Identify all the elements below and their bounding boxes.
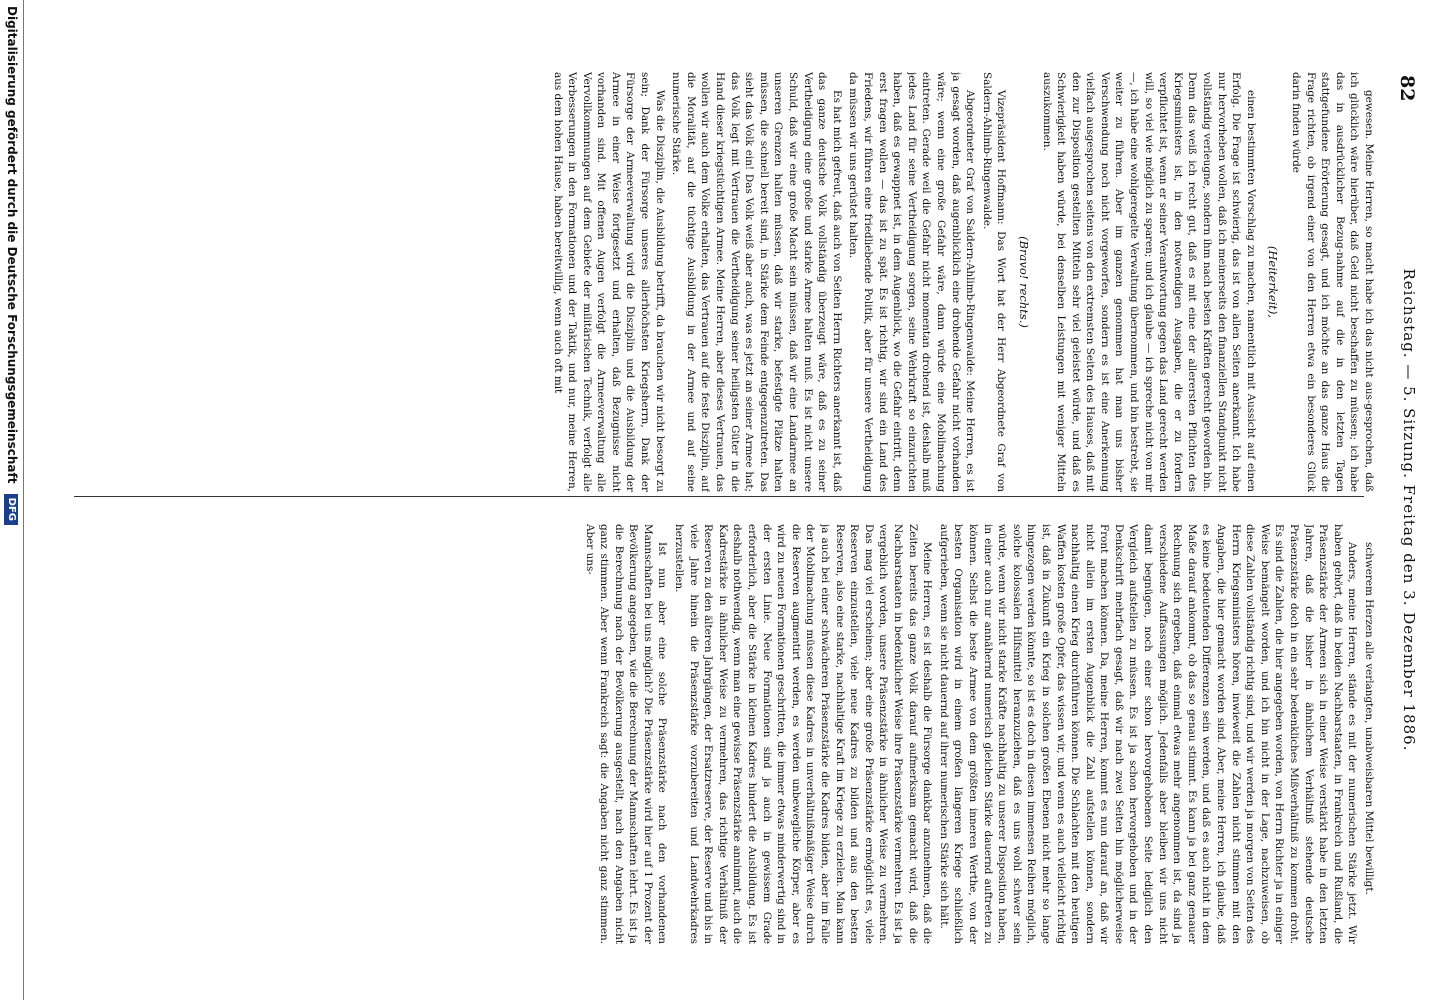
- speaker-paragraph: Abgeordneter Graf von Saldern-Ahlimb-Ringenwalde: Meine Herren, es ist ja gesagt worden, daß augenblicklich eine drohende Gefahr nicht vorhanden wäre; wenn eine große Gefahr wäre, dann würde eine Mobilmachung eintreten. Gerade weil die Gefahr nicht momentan drohend ist, deshalb muß jedes Land für seine Vertheidigung sorgen, seine Wehrkraft so einzurichten haben, daß es gewappnet ist, in dem Augenblick, wo die Gefahr eintritt, denn erst fragen wollen — das ist zu spät. Es ist richtig, wir sind ein Land des Friedens, wir führen eine friedliebende Politik, aber für unsere Vertheidigung da müssen wir uns gerüstet halten.: [847, 72, 977, 492]
- paragraph: gewesen. Meine Herren, so macht habe ich das nicht aus-gesprochen, daß ich glücklich wäre hierüber, daß Geld nicht beschaffen zu müssen; ich habe das in ausdrücklicher Bezug-nahme auf die in den letzten Tagen stattgefundene Erörterung gesagt, und ich möchte an das ganze Haus die Frage richten, ob irgend einer von den Herren etwa ein besonderes Glück darin finden würde: [1290, 72, 1375, 492]
- speaker-paragraph: Vizepräsident Hoffmann: Das Wort hat der Herr Abgeordnete Graf von Saldern-Ahlimb-Ringenwalde.: [980, 72, 1008, 492]
- paragraph: Meine Herren, es ist deshalb die Fürsorge dankbar anzunehmen, daß die Zeiten bereits das ganze Volk darauf aufmerksam gemacht wird, daß die Nachbarstaaten in bedenklicher Weise ihre Präsenzstärke vermehren. Es ist ja vergeblich worden, unsere Präsenzstärke in ähnlicher Weise zu vermehren. Das mag viel erscheinen; aber eine große Präsenzstärke ermöglicht es, viele Reserven einzustellen, viele neue Kadres zu bilden und aus den besten Reserven, also eine starke, nachhaltige Kraft im Kriege zu erzielen. Man kann ja auch bei einer schwächeren Präsenzstärke die Kadres bilden, aber im Falle der Mobilmachung müssen diese Kadres in unverhältnißmäßiger Weise durch die Reserven augmentirt werden, es werden unbewegliche Körper, aber es wird zu neuen Formationen geschritten, die immer etwas minderwertig sind in der ersten Linie. Neue Formationen sind ja auch in gewissem Grade erforderlich, aber die Stärke in kleinen Kadres hindert die Ausbildung. Es ist deshalb nothwendig, wenn man eine gewisse Präsenzstärke annimmt, auch die Kadrestärke in ähnlicher Weise zu vermehren, das richtige Verhältniß der Reserven zu den älteren Jahrgängen, der Ersatzreserve, der Reserve und bis in viele Jahre hinein die Präsenzstärke vorzubereiten und Landwehrkadres herzustellen.: [673, 524, 934, 944]
- paragraph: Es hat mich gefreut, daß auch von Seiten Herrn Richters anerkannt ist, daß das ganze deutsche Volk vollständig überzeugt wäre, daß es zu seiner Vertheidigung eine große und starke Armee halten muß. Es ist nicht unsere Schuld, daß wir eine große Macht sein müssen, daß wir eine Landarmee an unseren Grenzen halten müssen, daß wir starke, befestigte Plätze halten müssen, die schnell bereit sind, in Stärke dem Feinde entgegenzutreten. Das sieht das Volk ein! Das Volk weiß aber auch, was es jetzt an seiner Armee hat; das Volk legt mit Vertrauen die Vertheidigung seiner heiligsten Güter in die Hand dieser kriegstüchtigen Armee. Meine Herren, aber dieses Vertrauen, das wollen wir auch dem Volke erhalten, das Vertrauen auf die feste Disziplin, auf die Moralität, auf die tüchtige Ausbildung in der Armee und auf seine numerische Stärke.: [670, 72, 843, 492]
- paragraph: Ist nun aber eine solche Präsenzstärke nach den vorhandenen Mannschaften bei uns möglich? Die Präsenzstärke wird hier auf 1 Prozent der Bevölkerung angegeben, wie die Berechnung der Mannschaften lehrt. Es ist ja die Berechnung nach der Bevölkerung ausgestellt, nach den Angaben nicht ganz stimmen. Aber wenn Frankreich sagt: die Angaben nicht ganz stimmen. Aber uns-: [583, 524, 669, 944]
- footer-text: Digitalisierung gefördert durch die Deutsche Forschungsgemeinschaft: [5, 6, 19, 484]
- left-column: [66, 72, 1376, 492]
- paragraph: Was die Disziplin, die Ausbildung betrifft, da brauchen wir nicht besorgt zu sein; Dank der Fürsorge unseres allerhöchsten Kriegsherrn, Dank der Fürsorge der Armeeverwaltung wird die Disziplin und die Ausbildung der Armee in einer Weise fortgesetzt und erhalten, daß Bezugnisse nicht vorhanden sind. Mit offenen Augen verfolgt die Armeeverwaltung alle Vervollkommnungen auf dem Gebiete der militärischen Technik, verfolgt alle Verbesserungen in den Formationen und der Taktik, und nur, meine Herren, aus dem hohen Hause, haben bereitwillig, wenn auch oft mit: [551, 72, 666, 492]
- paragraph: schwerem Herzen alle verlangten, unabweisbaren Mittel bewilligt.: [1363, 542, 1375, 895]
- right-column: [66, 524, 1376, 944]
- stage-direction: (Bravo! rechts.): [1016, 236, 1031, 328]
- column-divider: [74, 496, 1364, 497]
- paragraph: einen bestimmten Vorschlag zu machen, namentlich mit Aussicht auf einen Erfolg. Die Frage ist schwierig, das ist von allen Seiten anerkannt. Ich habe nur hervorheben wollen, daß ich meinerseits den finanziellen Standpunkt nicht vollständig verleugne, sondern ihm nach besten Kräften gerecht geworden bin. Denn das weiß ich recht gut, daß es mit eine der allerersten Pflichten des Kriegsministers ist, in den notwendigen Ausgaben, die er zu fordern verpflichtet ist, wenn er seiner Verantwortung gegen das Land gerecht werden will, so viel wie möglich zu sparen; und ich glaube — ich spreche nicht von mir —, ich habe eine wohlgeregelte Verwaltung übernommen, und bin bestrebt, sie weiter zu führen. Aber im ganzen genommen hat man uns bisher Verschwendung noch nicht vorgeworfen, sondern es ist eine Anerkennung vielfach ausgesprochen seitens von den extremsten Seiten des Hauses, daß mit den zur Disposition gestellten Mitteln sehr viel geleistet würde, und daß es Schwierigkeit haben würde, bei denselben Leistungen mit weniger Mitteln auszukommen.: [1040, 72, 1257, 492]
- page-number: 82: [1396, 75, 1418, 102]
- paragraph: Anders, meine Herren, stände es mit der numerischen Stärke jetzt. Wir haben gehört, daß in beiden Nachbarstaaten, in Frankreich und Rußland, die Präsenzstärke der Armeen sich in einer Weise verstärkt habe in den letzten Jahren, daß die bisher in ähnlichem Verhältniß stehende deutsche Präsenzstärke doch in ein sehr bedenkliches Mißverhältniß zu kommen droht. Es sind die Zahlen, die hier angegeben worden, von Herrn Richter ja in einiger Weise bemängelt worden, und ich bin nicht in der Lage, nachzuweisen, ob diese Zahlen vollständig richtig sind, und wir werden ja morgen von Seiten des Herrn Kriegsministers hören, inwieweit die Zahlen nicht stimmen mit den Angaben, die hier gemacht worden sind. Aber, meine Herren, ich glaube, daß es keine bedeutenden Differenzen sein werden, und daß es auch nicht in dem Maße darauf ankommt, ob das so genau stimmt. Es kann ja bei ganz genauer Rechnung sich ergeben, daß einmal etwas mehr angenommen ist, da sind ja verschiedene Auffassungen möglich. Jedenfalls aber bleiben wir uns nicht damit begnügen, noch einer schon hervorgehobenen Seite lediglich den Vergleich aufstellen zu müssen. Es ist ja schon hervorgehoben und in der Denkschrift mehrfach gesagt, daß wir nach zwei Seiten hin möglicherweise Front machen können. Da, meine Herren, kommt es nun darauf an, daß wir nicht allein im ersten Augenblick die Zahl aufstellen können, sondern nachhaltig einen Krieg durchführen können. Die Schlachten mit den heutigen Waffen kosten große Opfer, das wissen wir, und wenn es auch vielleicht richtig ist, daß in Zukunft ein Krieg in solchen großen Ebenen nicht mehr so lange hingezogen werden könnte, so ist es doch in diesen immensen Reihen möglich, solche kolossalen Hilfsmittel heranzuziehen, daß es uns wohl schwer sein würde, wenn wir nicht starke Kräfte nachhaltig zu unserer Disposition haben, in einer auch nur annähernd numerisch gleichen Stärke dauernd auftreten zu können. Selbst die beste Armee von dem größten inneren Werthe, von der besten Organisation wird in einem großen längeren Kriege schließlich aufgerieben, wenn sie nicht dauernd auf ihrer numerischen Stärke sich hält.: [937, 524, 1359, 944]
- page-header: [1380, 75, 1432, 945]
- dfg-logo: DFG: [5, 494, 19, 525]
- running-title: Reichstag. — 5. Sitzung. Freitag den 3. Dezember 1886.: [1400, 268, 1418, 752]
- digitization-footer: [0, 0, 24, 1000]
- stage-direction: (Heiterkeit),: [1266, 245, 1281, 319]
